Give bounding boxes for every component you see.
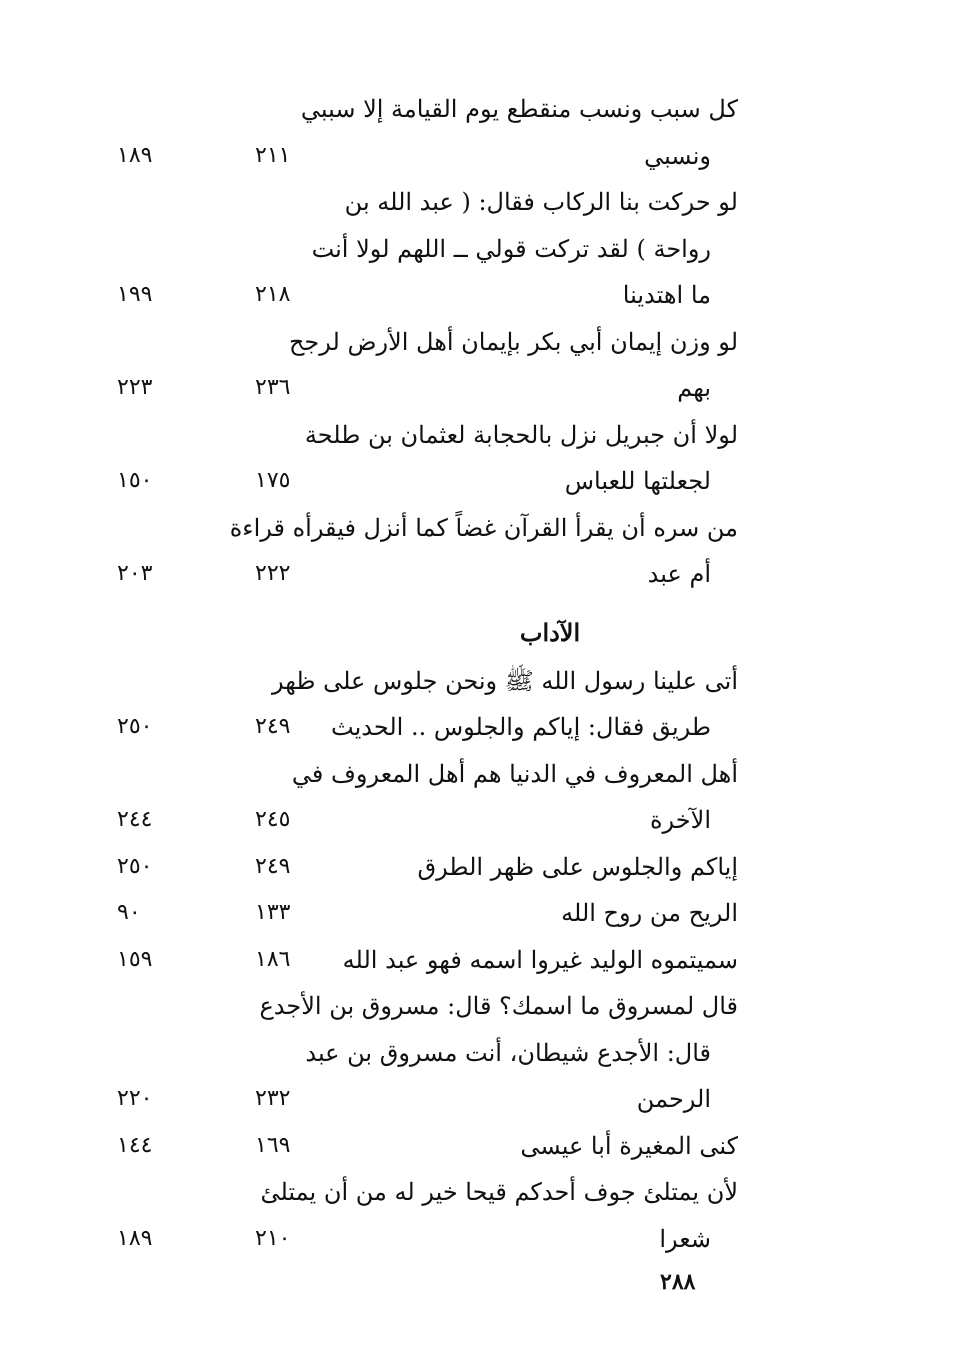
entry-text-line: أتى علينا رسول الله ﷺ ونحن جلوس على ظهر [272,666,738,695]
entry-text-line: أهل المعروف في الدنيا هم أهل المعروف في [291,759,738,788]
reference-number-a: ٢٤٩ [255,853,291,879]
reference-number-a: ٢٤٩ [255,714,291,739]
reference-number-b: ١٥٠ [117,468,153,493]
entry-text-line: الآخرة [649,806,711,834]
reference-number-b: ١٤٤ [117,1132,153,1158]
reference-number-a: ١٦٩ [255,1132,291,1158]
entry-text-line: الريح من روح الله [561,899,738,927]
reference-number-b: ٢٠٣ [117,561,153,586]
entry-text-line: قال: الأجدع شيطان، أنت مسروق بن عبد [305,1038,711,1067]
reference-number-b: ٢٤٤ [117,807,153,832]
entry-text-line: شعرا [659,1224,711,1253]
reference-number-a: ٢١١ [255,142,291,168]
entry-text-line: كنى المغيرة أبا عيسى [520,1131,738,1160]
reference-number-b: ٢٥٠ [117,714,153,739]
reference-number-a: ٢١٠ [255,1225,291,1251]
entry-text-line: لولا أن جبريل نزل بالحجابة لعثمان بن طلحة [304,420,738,449]
entry-text-line: ونسبي [644,141,711,170]
reference-number-a: ١٨٦ [255,946,291,972]
reference-number-b: ١٨٩ [117,142,153,168]
entry-text-line: من سره أن يقرأ القرآن غضاً كما أنزل فيقرأه قراءة [229,513,738,542]
entry-text-line: سميتموه الوليد غيروا اسمه فهو عبد الله [342,945,738,974]
entry-text-line: كل سبب ونسب منقطع يوم القيامة إلا سببي [300,95,738,123]
entry-text-line: لأن يمتلئ جوف أحدكم قيحا خير له من أن يمتلئ [260,1178,738,1206]
entry-text-line: الرحمن [636,1085,711,1113]
reference-number-b: ١٩٩ [117,282,153,307]
reference-number-b: ١٨٩ [117,1225,153,1251]
reference-number-a: ١٣٣ [255,900,291,925]
entry-text-line: لو حركت بنا الركاب فقال: ( عبد الله بن [344,188,738,216]
reference-number-a: ٢٢٢ [255,561,291,586]
reference-number-a: ٢٤٥ [255,807,291,832]
reference-number-a: ٢٣٢ [255,1086,291,1111]
reference-number-b: ٢٢٣ [117,375,153,400]
entry-text-line: ما اهتدينا [622,281,711,309]
page-number: ٢٨٨ [660,1269,696,1295]
entry-text-line: لو وزن إيمان أبي بكر بإيمان أهل الأرض لرجح [288,327,738,356]
reference-number-b: ٢٥٠ [117,853,153,879]
entry-text-line: قال لمسروق ما اسمك؟ قال: مسروق بن الأجدع [259,992,738,1020]
entry-text-line: إياكم والجلوس على ظهر الطرق [417,852,738,881]
reference-number-b: ١٥٩ [117,946,153,972]
entry-text-line: لجعلتها للعباس [564,467,711,495]
reference-number-b: ٢٢٠ [117,1086,153,1111]
reference-number-a: ٢١٨ [255,282,291,307]
entry-text-line: أم عبد [647,560,711,588]
entry-text-line: بهم [677,374,711,402]
reference-number-a: ٢٣٦ [255,375,291,400]
entry-text-line: طريق فقال: إياكم والجلوس .. الحديث [331,713,711,741]
entry-text-line: رواحة ) لقد تركت قولي ــ اللهم لولا أنت [311,234,711,263]
section-heading: الآداب [519,617,581,647]
reference-number-b: ٩٠ [117,900,141,925]
reference-number-a: ١٧٥ [255,468,291,493]
